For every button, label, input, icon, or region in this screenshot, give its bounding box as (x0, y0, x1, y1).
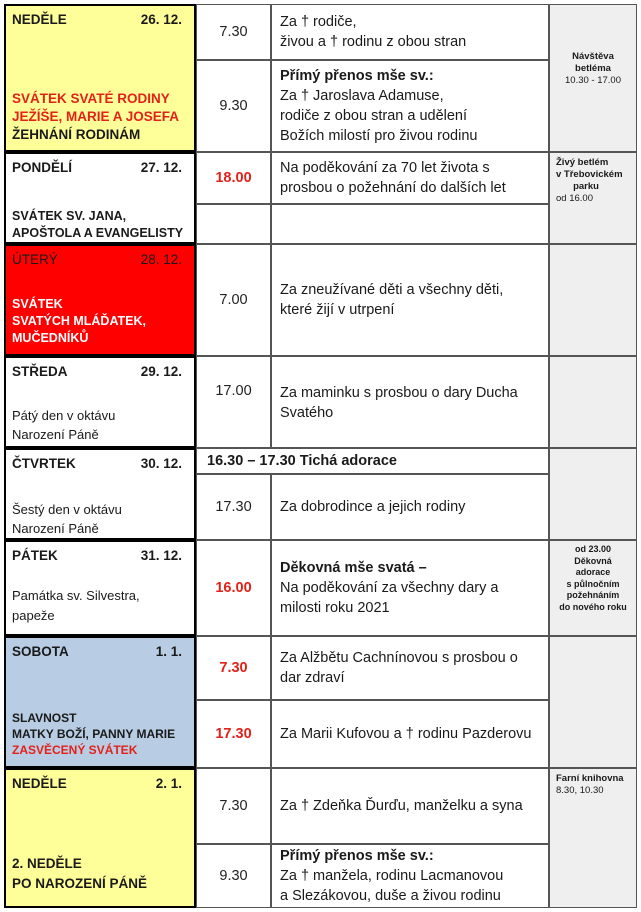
intention-line: dar zdraví (280, 670, 345, 686)
note-text (550, 769, 636, 801)
day-name: NEDĚLE (12, 776, 67, 791)
mass-intention (271, 152, 549, 204)
intention-line: Na poděkování za 70 let života s (280, 160, 490, 176)
feast-line: APOŠTOLA A EVANGELISTY (12, 226, 184, 240)
feast-text (12, 296, 146, 347)
note-line: od 16.00 (556, 193, 593, 204)
day-date: 30. 12. (140, 456, 182, 471)
intention-line: Za Alžbětu Cachnínovou s prosbou o (280, 650, 518, 666)
feast-text (12, 208, 183, 242)
day-name: ČTVRTEK (12, 456, 76, 471)
feast-line: Šestý den v oktávu (12, 502, 122, 517)
mass-time: 9.30 (196, 844, 271, 908)
intention-line: prosbou o požehnání do dalších let (280, 180, 506, 196)
note-line: od 23.00 (574, 544, 612, 554)
empty-time (196, 204, 271, 244)
note-cell (549, 636, 637, 768)
note-line: s půlnočním (566, 578, 620, 589)
feast-line: PO NAROZENÍ PÁNĚ (12, 876, 148, 891)
note-line: Živý betlém (556, 157, 609, 168)
feast-line: Památka sv. Silvestra, (12, 588, 140, 603)
note-text (550, 153, 636, 209)
feast-line: papeže (12, 608, 55, 623)
day-cell-sunday-26 (4, 4, 196, 152)
note-line: do nového roku (559, 601, 627, 612)
feast-line: ŽEHNÁNÍ RODINÁM (12, 127, 141, 142)
note-line: Farní knihovna (556, 773, 624, 784)
feast-line: JEŽÍŠE, MARIE A JOSEFA (12, 109, 180, 124)
note-cell (549, 152, 637, 244)
intention-line: Za maminku s prosbou o dary Ducha (280, 385, 518, 401)
day-date: 26. 12. (140, 12, 182, 27)
note-text (550, 5, 636, 91)
day-cell-wednesday (4, 356, 196, 448)
day-date: 31. 12. (140, 548, 182, 563)
empty-intention (271, 204, 549, 244)
feast-text (12, 406, 115, 444)
feast-line: SVÁTEK (12, 297, 63, 311)
feast-text (12, 500, 122, 538)
mass-intention (271, 474, 549, 540)
mass-time: 7.30 (196, 4, 271, 60)
mass-intention (271, 636, 549, 700)
feast-text (12, 710, 175, 758)
mass-time: 17.30 (196, 700, 271, 768)
note-cell (549, 448, 637, 540)
note-line: Děkovná (574, 555, 612, 566)
feast-line: Pátý den v oktávu (12, 408, 116, 423)
day-name: ÚTERÝ (12, 252, 58, 267)
note-text (550, 541, 636, 617)
mass-time: 17.00 (196, 356, 271, 448)
note-cell (549, 768, 637, 908)
intention-line: Za † Jaroslava Adamuse, (280, 88, 444, 104)
note-cell (549, 540, 637, 636)
intention-line: a Slezákovou, duše a živou rodinu (280, 888, 501, 904)
note-line: požehnáním (566, 590, 620, 600)
mass-intention (271, 60, 549, 152)
intention-line: Za † Zdeňka Ďurďu, manželku a syna (280, 798, 523, 814)
day-date: 2. 1. (155, 776, 182, 791)
mass-intention (271, 768, 549, 844)
mass-time: 18.00 (196, 152, 271, 204)
mass-time: 7.30 (196, 636, 271, 700)
mass-time: 7.00 (196, 244, 271, 356)
intention-line: Svatého (280, 405, 334, 421)
feast-line: MATKY BOŽÍ, PANNY MARIE (12, 727, 176, 741)
day-name: NEDĚLE (12, 12, 67, 27)
feast-line: SVATÝCH MLÁĎATEK, (12, 314, 147, 328)
feast-line: SVÁTEK SVATÉ RODINY (12, 91, 170, 106)
feast-line: 2. NEDĚLE (12, 856, 82, 871)
mass-intention (271, 244, 549, 356)
day-name: SOBOTA (12, 644, 69, 659)
intention-line: Za Marii Kufovou a † rodinu Pazderovu (280, 726, 532, 742)
intention-heading: Děkovná mše svatá – (280, 560, 427, 576)
feast-line: MUČEDNÍKŮ (12, 331, 89, 345)
day-date: 29. 12. (140, 364, 182, 379)
day-cell-tuesday (4, 244, 196, 356)
note-line: 8.30, 10.30 (556, 785, 604, 796)
day-date: 28. 12. (140, 252, 182, 267)
day-date: 1. 1. (155, 644, 182, 659)
intention-line: Na poděkování za všechny dary a (280, 580, 499, 596)
intention-line: Božích milostí pro živou rodinu (280, 128, 478, 144)
intention-line: milosti roku 2021 (280, 600, 390, 616)
mass-intention (271, 356, 549, 448)
mass-time: 17.30 (196, 474, 271, 540)
note-line: parku (573, 181, 599, 192)
feast-line: Narození Páně (12, 427, 99, 442)
feast-line: ZASVĚCENÝ SVÁTEK (12, 743, 138, 757)
day-name: STŘEDA (12, 364, 68, 379)
day-cell-friday (4, 540, 196, 636)
day-date: 27. 12. (140, 160, 182, 175)
intention-line: Za zneužívané děti a všechny děti, (280, 282, 504, 298)
intention-line: které žijí v utrpení (280, 302, 395, 318)
note-cell (549, 4, 637, 152)
feast-text (12, 854, 147, 894)
intention-heading: Přímý přenos mše sv.: (280, 68, 434, 84)
note-cell (549, 244, 637, 356)
mass-schedule (4, 4, 637, 908)
note-line: adorace (575, 567, 611, 577)
intention-heading: Přímý přenos mše sv.: (280, 848, 434, 864)
day-name: PONDĚLÍ (12, 160, 73, 175)
intention-line: Za † rodiče, (280, 14, 357, 30)
feast-line: Narození Páně (12, 521, 99, 536)
day-cell-monday (4, 152, 196, 244)
mass-intention (271, 844, 549, 908)
feast-line: SVÁTEK SV. JANA, (12, 209, 127, 223)
feast-text (12, 586, 140, 626)
mass-intention (271, 4, 549, 60)
note-line: 10.30 - 17.00 (565, 75, 621, 86)
note-cell (549, 356, 637, 448)
mass-intention (271, 540, 549, 636)
intention-line: živou a † rodinu z obou stran (280, 34, 467, 50)
note-line: v Třebovickém (556, 169, 623, 180)
mass-intention (271, 700, 549, 768)
mass-time: 16.00 (196, 540, 271, 636)
intention-line: Za † manžela, rodinu Lacmanovou (280, 868, 504, 884)
day-cell-thursday (4, 448, 196, 540)
intention-line: rodiče z obou stran a udělení (280, 108, 468, 124)
adoration-row: 16.30 – 17.30 Tichá adorace (196, 448, 549, 474)
day-name: PÁTEK (12, 548, 58, 563)
feast-line: SLAVNOST (12, 711, 77, 725)
feast-text (12, 90, 179, 144)
day-cell-sunday-2 (4, 768, 196, 908)
day-cell-saturday (4, 636, 196, 768)
mass-time: 7.30 (196, 768, 271, 844)
intention-line: Za dobrodince a jejich rodiny (280, 499, 466, 515)
note-line: Návštěva (572, 51, 614, 62)
note-line: betléma (575, 63, 611, 74)
mass-time: 9.30 (196, 60, 271, 152)
